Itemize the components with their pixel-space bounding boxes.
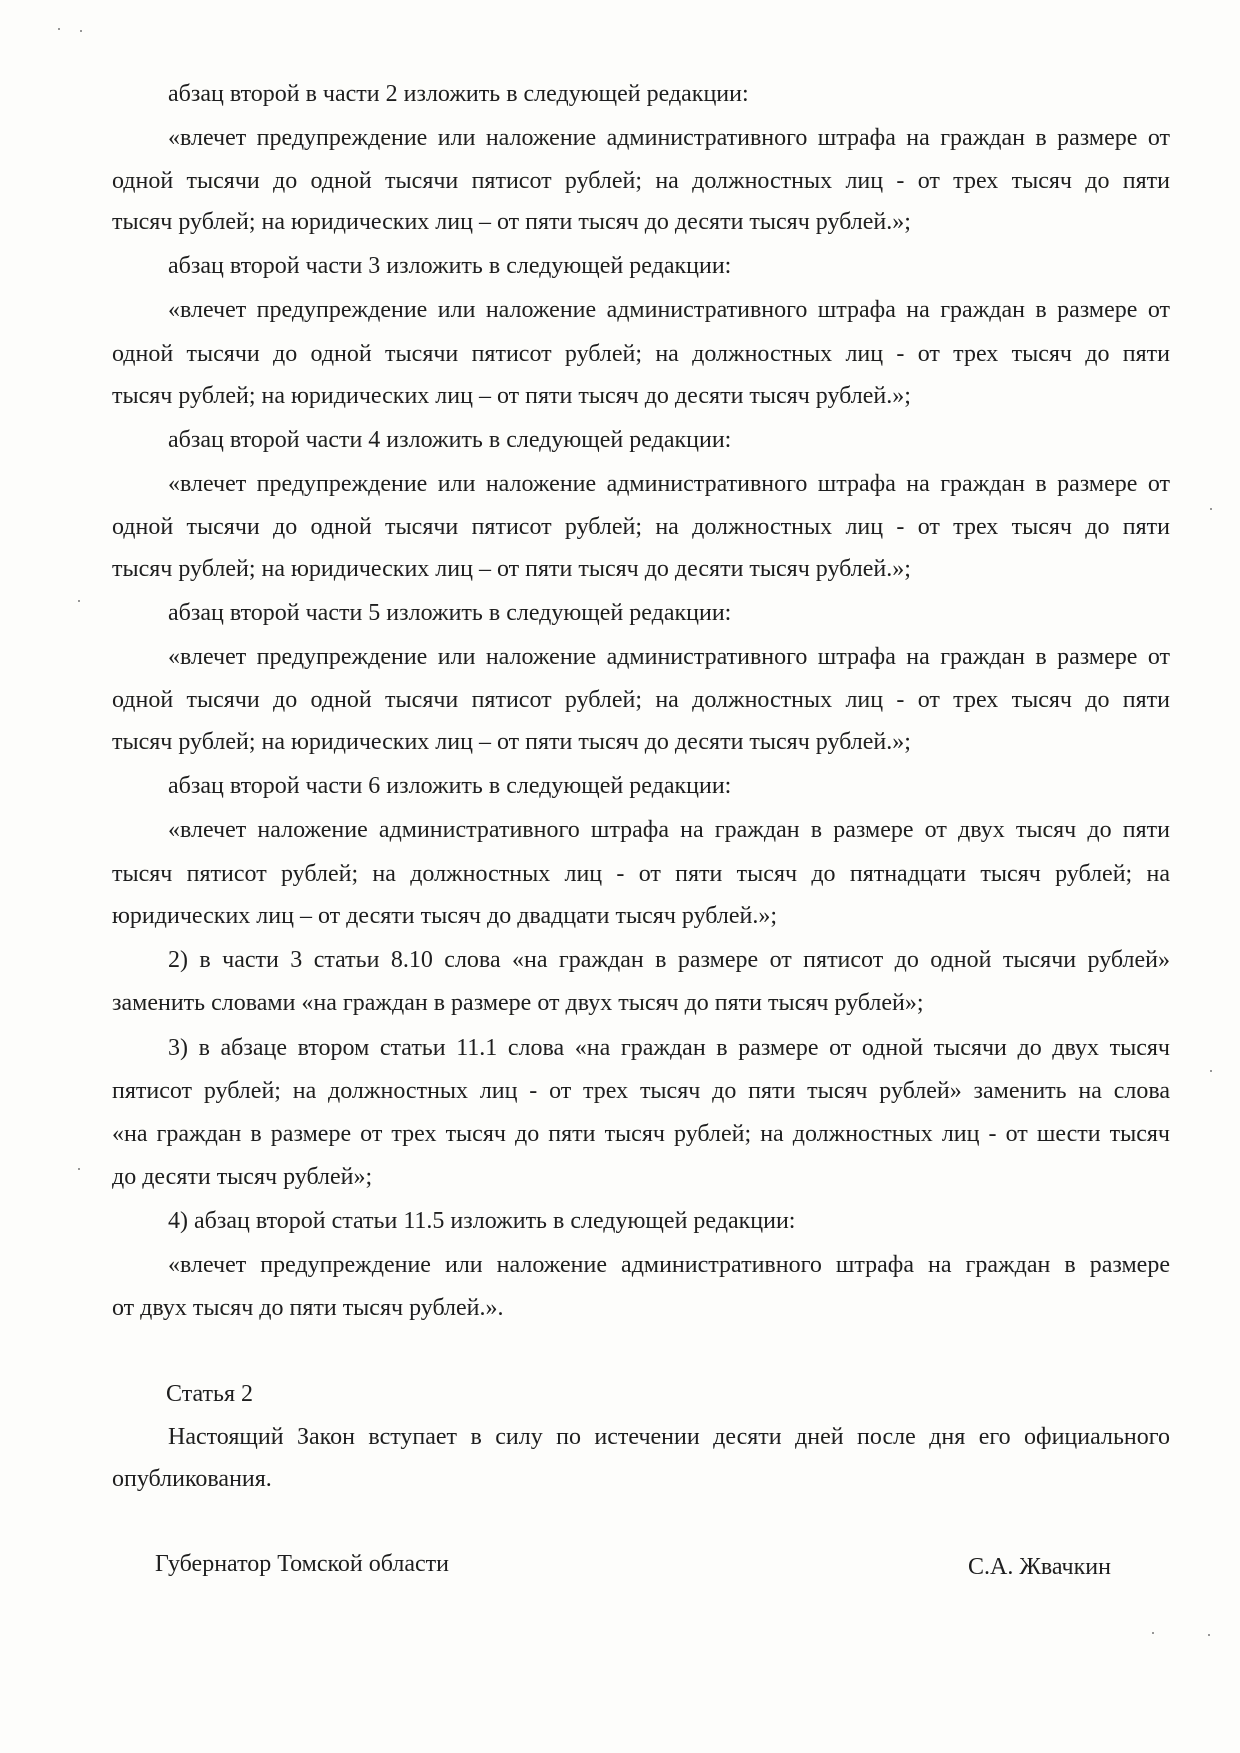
paragraph-line: тысяч рублей; на юридических лиц – от пяти тысяч до десяти тысяч рублей.»; [112,383,911,409]
paragraph-line: 2) в части 3 статьи 8.10 слова «на граждан в размере от пятисот до одной тысячи рублей» [168,947,1170,973]
paragraph-line: тысяч рублей; на юридических лиц – от пяти тысяч до десяти тысяч рублей.»; [112,729,911,755]
paragraph-line: абзац второй части 3 изложить в следующей редакции: [168,253,732,279]
paragraph-line: одной тысячи до одной тысячи пятисот рублей; на должностных лиц - от трех тысяч до пяти [112,687,1170,713]
paragraph-line: «на граждан в размере от трех тысяч до пяти тысяч рублей; на должностных лиц - от шести тысяч [112,1121,1170,1147]
paragraph-line: «влечет предупреждение или наложение административного штрафа на граждан в размере от [168,471,1170,497]
article-heading: Статья 2 [166,1381,253,1407]
paragraph-line: тысяч пятисот рублей; на должностных лиц - от пяти тысяч до пятнадцати тысяч рублей; на [112,861,1170,887]
paragraph-line: опубликования. [112,1466,272,1492]
paragraph-line: абзац второй части 5 изложить в следующей редакции: [168,600,732,626]
paragraph-line: одной тысячи до одной тысячи пятисот рублей; на должностных лиц - от трех тысяч до пяти [112,341,1170,367]
paragraph-line: одной тысячи до одной тысячи пятисот рублей; на должностных лиц - от трех тысяч до пяти [112,168,1170,194]
paragraph-line: «влечет предупреждение или наложение административного штрафа на граждан в размере [168,1252,1170,1278]
paragraph-line: 3) в абзаце втором статьи 11.1 слова «на граждан в размере от одной тысячи до двух тысяч [168,1035,1170,1061]
scan-speck [58,28,60,30]
paragraph-line: юридических лиц – от десяти тысяч до двадцати тысяч рублей.»; [112,903,778,929]
paragraph-line: тысяч рублей; на юридических лиц – от пяти тысяч до десяти тысяч рублей.»; [112,209,911,235]
paragraph-line: Настоящий Закон вступает в силу по истечении десяти дней после дня его официального [168,1424,1170,1450]
paragraph-line: до десяти тысяч рублей»; [112,1164,373,1190]
paragraph-line: «влечет предупреждение или наложение административного штрафа на граждан в размере от [168,125,1170,151]
paragraph-line: от двух тысяч до пяти тысяч рублей.». [112,1295,504,1321]
paragraph-line: абзац второй в части 2 изложить в следующей редакции: [168,81,749,107]
scan-speck [78,1168,80,1170]
scan-speck [80,30,82,32]
scan-speck [1208,1634,1210,1636]
paragraph-line: «влечет предупреждение или наложение административного штрафа на граждан в размере от [168,644,1170,670]
paragraph-line: одной тысячи до одной тысячи пятисот рублей; на должностных лиц - от трех тысяч до пяти [112,514,1170,540]
paragraph-line: «влечет предупреждение или наложение административного штрафа на граждан в размере от [168,297,1170,323]
scan-speck [1210,508,1212,510]
paragraph-line: «влечет наложение административного штрафа на граждан в размере от двух тысяч до пяти [168,817,1170,843]
signatory-title: Губернатор Томской области [155,1551,449,1577]
paragraph-line: 4) абзац второй статьи 11.5 изложить в следующей редакции: [168,1208,796,1234]
paragraph-line: абзац второй части 4 изложить в следующей редакции: [168,427,732,453]
paragraph-line: пятисот рублей; на должностных лиц - от трех тысяч до пяти тысяч рублей» заменить на слова [112,1078,1170,1104]
signatory-name: С.А. Жвачкин [968,1554,1111,1580]
scan-speck [78,600,80,602]
paragraph-line: абзац второй части 6 изложить в следующей редакции: [168,773,732,799]
scan-speck [1210,1070,1212,1072]
scan-speck [1152,1632,1154,1634]
paragraph-line: тысяч рублей; на юридических лиц – от пяти тысяч до десяти тысяч рублей.»; [112,556,911,582]
paragraph-line: заменить словами «на граждан в размере от двух тысяч до пяти тысяч рублей»; [112,990,924,1016]
